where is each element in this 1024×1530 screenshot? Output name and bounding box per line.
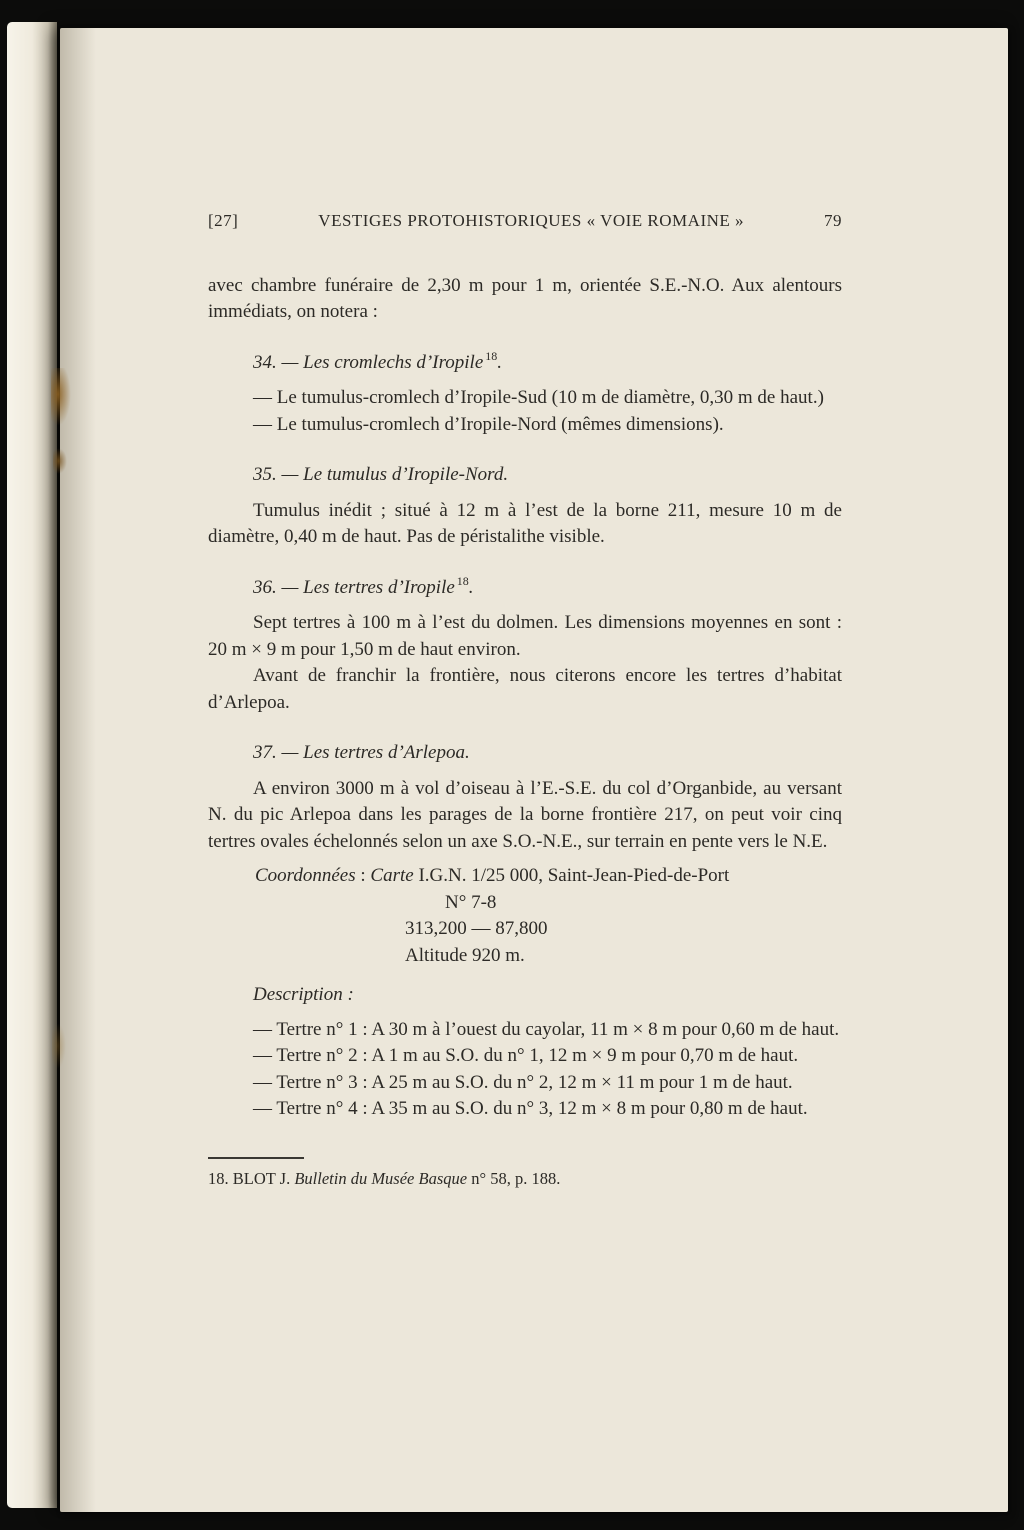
heading-end: . — [468, 576, 474, 598]
page-number: 79 — [824, 211, 842, 230]
heading-35 — [208, 462, 842, 489]
description-label: Description : — [253, 984, 354, 1005]
footnote-ref: 18 — [485, 349, 498, 364]
paragraph-37: A environ 3000 m à vol d’oiseau à l’E.-S.E. du col d’Organbide, au versant N. du pic Arlepoa dans les parages de la borne frontière 217, on peut voir cinq tertres ovales échelonnés selon un axe S.O.-N.E., sur terrain en pente vers le N.E. — [208, 777, 842, 852]
footnote-reference: n° 58, p. 188. — [471, 1168, 561, 1188]
heading-title: Le tumulus d’Iropile-Nord. — [303, 464, 509, 485]
heading-36 — [208, 575, 842, 602]
paragraph-34b: — Le tumulus-cromlech d’Iropile-Nord (mêmes dimensions). — [253, 413, 724, 435]
paragraph-35: Tumulus inédit ; situé à 12 m à l’est de la borne 211, mesure 10 m de diamètre, 0,40 m de haut. Pas de péristalithe visible. — [208, 499, 842, 547]
book-page — [60, 28, 1008, 1512]
footnote-author: BLOT J. — [232, 1168, 295, 1188]
heading-number: 35. — — [253, 464, 304, 485]
coordinates-line-3: 313,200 — 87,800 — [405, 918, 548, 939]
coordinates-carte: Carte — [370, 865, 414, 886]
footnote — [208, 1157, 842, 1190]
heading-34 — [208, 350, 842, 377]
tertre-item: — Tertre n° 4 : A 35 m au S.O. du n° 3, 12 m × 8 m pour 0,80 m de haut. — [253, 1098, 808, 1119]
heading-number: 34. — — [253, 351, 304, 373]
opposite-page-edge — [7, 22, 57, 1508]
heading-title: Les cromlechs d’Iropile — [303, 351, 484, 373]
coordinates-separator: : — [355, 865, 371, 886]
heading-number: 36. — — [253, 576, 304, 598]
coordinates-block — [208, 863, 842, 969]
footnote-ref: 18 — [456, 574, 469, 589]
coordinates-line-1 — [208, 863, 842, 890]
tertre-item: — Tertre n° 2 : A 1 m au S.O. du n° 1, 12 m × 9 m pour 0,70 m de haut. — [253, 1045, 799, 1066]
section-bracket-number: [27] — [208, 211, 239, 230]
text-block — [208, 208, 842, 1190]
paragraph-36b: Avant de franchir la frontière, nous citerons encore les tertres d’habitat d’Arlepoa. — [208, 665, 842, 713]
heading-title: Les tertres d’Arlepoa. — [303, 742, 470, 763]
coordinates-label: Coordonnées — [255, 865, 356, 886]
running-head-title: VESTIGES PROTOHISTORIQUES « VOIE ROMAINE » — [318, 211, 745, 230]
footnote-journal-title: Bulletin du Musée Basque — [294, 1168, 472, 1188]
running-head — [208, 208, 842, 235]
paragraph-36a: Sept tertres à 100 m à l’est du dolmen. Les dimensions moyennes en sont : 20 m × 9 m pour 1,50 m de haut environ. — [208, 612, 842, 660]
heading-end: . — [497, 351, 503, 373]
footnote-rule — [208, 1157, 304, 1159]
heading-title: Les tertres d’Iropile — [303, 576, 455, 598]
paragraph-intro: avec chambre funéraire de 2,30 m pour 1 m, orientée S.E.-N.O. Aux alentours immédiats, on notera : — [208, 274, 842, 322]
heading-number: 37. — — [253, 742, 304, 763]
heading-37 — [208, 740, 842, 767]
coordinates-map-ref: I.G.N. 1/25 000, Saint-Jean-Pied-de-Port — [413, 865, 730, 886]
gutter-shadow — [60, 28, 96, 1512]
tertre-item: — Tertre n° 1 : A 30 m à l’ouest du cayolar, 11 m × 8 m pour 0,60 m de haut. — [253, 1018, 840, 1040]
paragraph-34a: — Le tumulus-cromlech d’Iropile-Sud (10 m de diamètre, 0,30 m de haut.) — [253, 387, 824, 408]
tertre-item: — Tertre n° 3 : A 25 m au S.O. du n° 2, 12 m × 11 m pour 1 m de haut. — [253, 1071, 793, 1093]
coordinates-line-2: N° 7-8 — [445, 891, 497, 913]
coordinates-line-4: Altitude 920 m. — [405, 944, 525, 966]
footnote-number: 18. — [208, 1168, 233, 1188]
